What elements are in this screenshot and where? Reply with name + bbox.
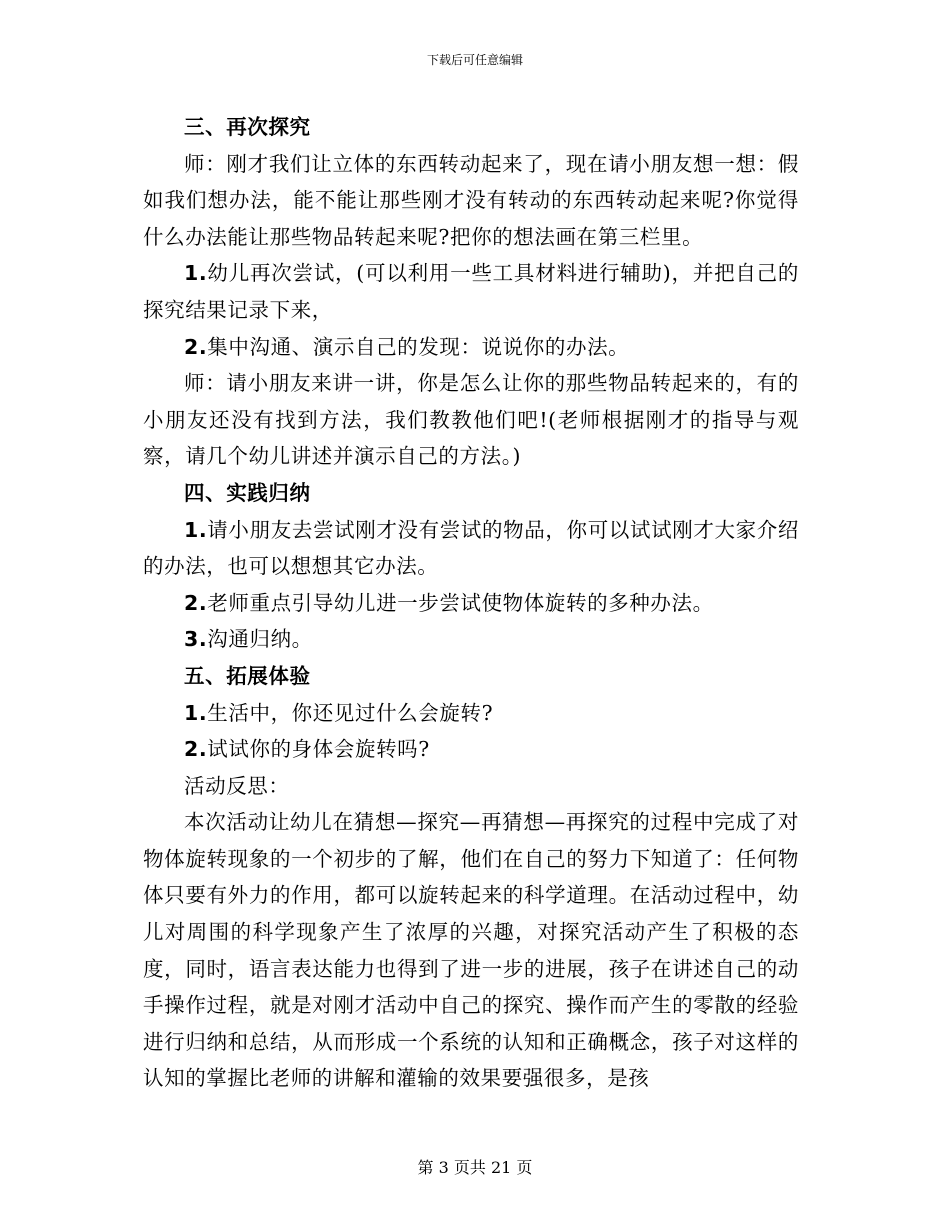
section-heading-5: 五、拓展体验 <box>184 663 311 688</box>
list-text: 幼儿再次尝试，(可以利用一些工具材料进行辅助)，并把自己的探究结果记录下来， <box>143 261 799 322</box>
list-number: 2. <box>184 737 208 762</box>
list-item <box>143 585 799 622</box>
paragraph-teacher-prompt: 师：刚才我们让立体的东西转动起来了，现在请小朋友想一想：假如我们想办法，能不能让那些刚才没有转动的东西转动起来呢?你觉得什么办法能让那些物品转起来呢?把你的想法画在第三栏里。 <box>143 151 799 249</box>
list-text: 沟通归纳。 <box>207 627 313 652</box>
list-number: 1. <box>184 517 208 542</box>
section-heading-4: 四、实践归纳 <box>184 480 311 505</box>
list-number: 2. <box>184 590 208 615</box>
list-text: 集中沟通、演示自己的发现：说说你的办法。 <box>207 334 630 359</box>
list-item <box>143 731 799 768</box>
document-body <box>143 109 799 1097</box>
list-text: 生活中，你还见过什么会旋转? <box>207 700 494 725</box>
paragraph-reflection: 本次活动让幼儿在猜想—探究—再猜想—再探究的过程中完成了对物体旋转现象的一个初步的了解，他们在自己的努力下知道了：任何物体只要有外力的作用，都可以旋转起来的科学道理。在活动过程中，幼儿对周围的科学现象产生了浓厚的兴趣，对探究活动产生了积极的态度，同时，语言表达能力也得到了进一步的进展，孩子在讲述自己的动手操作过程，就是对刚才活动中自己的探究、操作而产生的零散的经验进行归纳和总结，从而形成一个系统的认知和正确概念，孩子对这样的认知的掌握比老师的讲解和灌输的效果要强很多，是孩 <box>143 810 799 1091</box>
section-heading-3: 三、再次探究 <box>184 115 311 139</box>
page-footer: 第 3 页共 21 页 <box>417 1158 533 1177</box>
list-text: 请小朋友去尝试刚才没有尝试的物品，你可以试试刚才大家介绍的办法，也可以想想其它办法。 <box>143 517 799 579</box>
list-number: 2. <box>184 334 208 359</box>
list-number: 1. <box>184 261 208 286</box>
list-item <box>143 329 799 366</box>
paragraph-teacher-discussion: 师：请小朋友来讲一讲，你是怎么让你的那些物品转起来的，有的小朋友还没有找到方法，我们教教他们吧!(老师根据刚才的指导与观察，请几个幼儿讲述并演示自己的方法。) <box>143 371 799 469</box>
list-item <box>143 621 799 658</box>
page-header: 下载后可任意编辑 <box>426 53 523 67</box>
list-text: 试试你的身体会旋转吗? <box>207 737 430 762</box>
list-number: 3. <box>184 627 208 652</box>
list-item <box>143 255 799 328</box>
list-number: 1. <box>184 700 208 725</box>
list-text: 老师重点引导幼儿进一步尝试使物体旋转的多种办法。 <box>207 590 714 615</box>
list-item <box>143 695 799 732</box>
list-item <box>143 512 799 585</box>
reflection-label: 活动反思： <box>184 773 290 798</box>
